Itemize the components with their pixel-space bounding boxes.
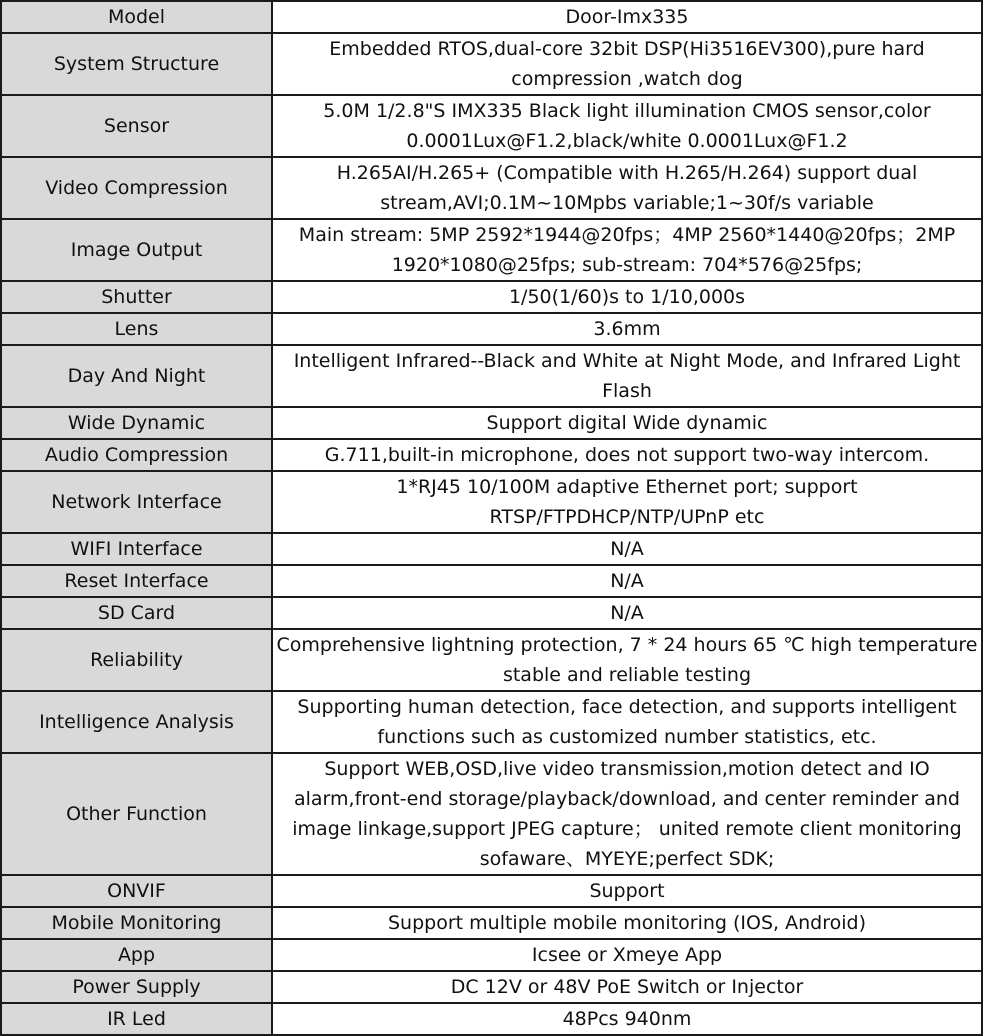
row-label-shutter: Shutter xyxy=(1,281,272,313)
row-value-model: Door-Imx335 xyxy=(272,1,982,33)
row-value-system-structure: Embedded RTOS,dual-core 32bit DSP(Hi3516EV300),pure hard compression ,watch dog xyxy=(272,33,982,95)
table-row xyxy=(1,629,982,691)
row-value-app: Icsee or Xmeye App xyxy=(272,939,982,971)
row-value-onvif: Support xyxy=(272,875,982,907)
row-label-ir-led: IR Led xyxy=(1,1003,272,1035)
row-label-reliability: Reliability xyxy=(1,629,272,691)
row-value-ir-led: 48Pcs 940nm xyxy=(272,1003,982,1035)
table-row xyxy=(1,219,982,281)
row-value-audio-compression: G.711,built-in microphone, does not support two-way intercom. xyxy=(272,439,982,471)
table-row xyxy=(1,281,982,313)
row-label-lens: Lens xyxy=(1,313,272,345)
row-label-onvif: ONVIF xyxy=(1,875,272,907)
row-value-lens: 3.6mm xyxy=(272,313,982,345)
table-row xyxy=(1,907,982,939)
table-row xyxy=(1,157,982,219)
row-value-video-compression: H.265AI/H.265+ (Compatible with H.265/H.264) support dual stream,AVI;0.1M~10Mpbs variable;1~30f/s variable xyxy=(272,157,982,219)
row-value-reliability: Comprehensive lightning protection, 7 * 24 hours 65 ℃ high temperature stable and reliable testing xyxy=(272,629,982,691)
table-row xyxy=(1,407,982,439)
row-label-other-function: Other Function xyxy=(1,753,272,875)
row-value-shutter: 1/50(1/60)s to 1/10,000s xyxy=(272,281,982,313)
row-label-image-output: Image Output xyxy=(1,219,272,281)
row-value-image-output: Main stream: 5MP 2592*1944@20fps；4MP 2560*1440@20fps；2MP 1920*1080@25fps; sub-stream: 704*576@25fps; xyxy=(272,219,982,281)
table-row xyxy=(1,439,982,471)
row-label-day-and-night: Day And Night xyxy=(1,345,272,407)
table-row xyxy=(1,471,982,533)
table-row xyxy=(1,565,982,597)
row-label-audio-compression: Audio Compression xyxy=(1,439,272,471)
row-label-wifi-interface: WIFI Interface xyxy=(1,533,272,565)
row-value-power-supply: DC 12V or 48V PoE Switch or Injector xyxy=(272,971,982,1003)
row-label-network-interface: Network Interface xyxy=(1,471,272,533)
row-label-reset-interface: Reset Interface xyxy=(1,565,272,597)
row-label-app: App xyxy=(1,939,272,971)
row-label-mobile-monitoring: Mobile Monitoring xyxy=(1,907,272,939)
table-row xyxy=(1,95,982,157)
table-row xyxy=(1,313,982,345)
row-label-intelligence-analysis: Intelligence Analysis xyxy=(1,691,272,753)
row-value-network-interface: 1*RJ45 10/100M adaptive Ethernet port; support RTSP/FTPDHCP/NTP/UPnP etc xyxy=(272,471,982,533)
table-row xyxy=(1,345,982,407)
table-row xyxy=(1,971,982,1003)
row-value-mobile-monitoring: Support multiple mobile monitoring (IOS, Android) xyxy=(272,907,982,939)
table-row xyxy=(1,753,982,875)
table-row xyxy=(1,597,982,629)
row-label-sd-card: SD Card xyxy=(1,597,272,629)
table-row xyxy=(1,533,982,565)
table-row xyxy=(1,1,982,33)
row-value-reset-interface: N/A xyxy=(272,565,982,597)
row-value-intelligence-analysis: Supporting human detection, face detection, and supports intelligent functions such as customized number statistics, etc. xyxy=(272,691,982,753)
table-row xyxy=(1,939,982,971)
table-row xyxy=(1,33,982,95)
row-label-wide-dynamic: Wide Dynamic xyxy=(1,407,272,439)
row-label-power-supply: Power Supply xyxy=(1,971,272,1003)
row-value-other-function: Support WEB,OSD,live video transmission,motion detect and IO alarm,front-end storage/playback/download, and center reminder and image linkage,support JPEG capture； united remote client monitoring sofaware、MYEYE;perfect SDK; xyxy=(272,753,982,875)
row-label-sensor: Sensor xyxy=(1,95,272,157)
row-value-wide-dynamic: Support digital Wide dynamic xyxy=(272,407,982,439)
row-label-model: Model xyxy=(1,1,272,33)
row-value-sd-card: N/A xyxy=(272,597,982,629)
row-label-video-compression: Video Compression xyxy=(1,157,272,219)
table-row xyxy=(1,691,982,753)
row-value-day-and-night: Intelligent Infrared--Black and White at Night Mode, and Infrared Light Flash xyxy=(272,345,982,407)
table-row xyxy=(1,875,982,907)
row-value-sensor: 5.0M 1/2.8"S IMX335 Black light illumination CMOS sensor,color 0.0001Lux@F1.2,black/white 0.0001Lux@F1.2 xyxy=(272,95,982,157)
table-row xyxy=(1,1003,982,1035)
row-value-wifi-interface: N/A xyxy=(272,533,982,565)
row-label-system-structure: System Structure xyxy=(1,33,272,95)
